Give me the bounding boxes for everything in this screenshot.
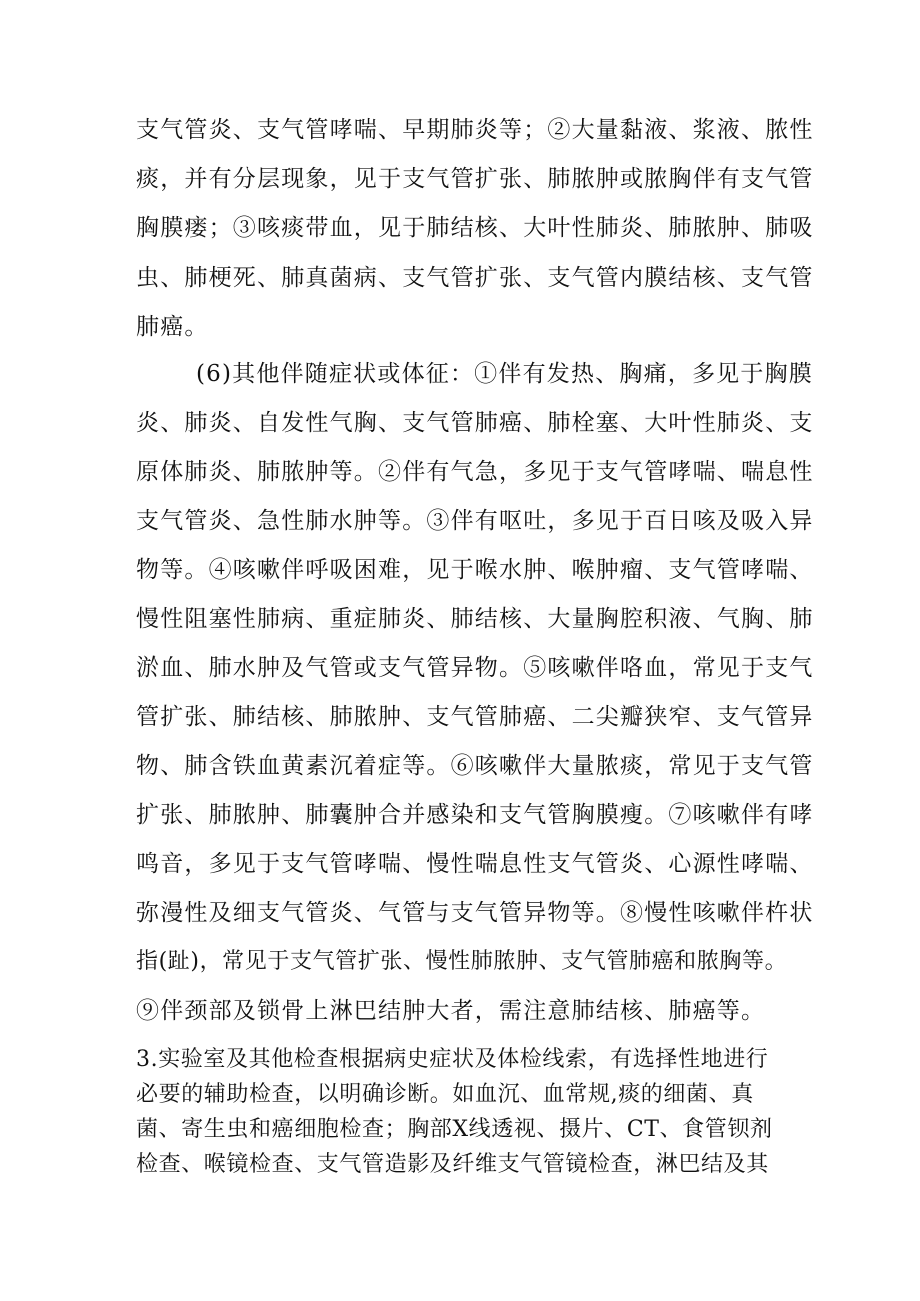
text-line: 扩张、肺脓肿、肺囊肿合并感染和支气管胸膜瘦。⑦咳嗽伴有哮 <box>136 802 814 828</box>
text-line: 鸣音，多见于支气管哮喘、慢性喘息性支气管炎、心源性哮喘、 <box>136 851 814 877</box>
text-line: 肺癌。 <box>136 314 209 340</box>
text-line: 虫、肺梗死、肺真菌病、支气管扩张、支气管内膜结核、支气管 <box>136 265 814 291</box>
text-line: 物、肺含铁血黄素沉着症等。⑥咳嗽伴大量脓痰，常见于支气管 <box>136 753 814 779</box>
text-line: 胸膜瘘；③咳痰带血，见于肺结核、大叶性肺炎、肺脓肿、肺吸 <box>136 215 814 241</box>
text-line: 支气管炎、支气管哮喘、早期肺炎等；②大量黏液、浆液、脓性 <box>136 117 814 143</box>
text-line: 原体肺炎、肺脓肿等。②伴有气急，多见于支气管哮喘、喘息性 <box>136 459 814 485</box>
text-line: ⑨伴颈部及锁骨上淋巴结肿大者，需注意肺结核、肺癌等。 <box>136 998 766 1024</box>
text-line: 指(趾)，常见于支气管扩张、慢性肺脓肿、支气管肺癌和脓胸等。 <box>136 949 788 974</box>
text-line: 痰，并有分层现象，见于支气管扩张、肺脓肿或脓胸伴有支气管 <box>136 166 814 192</box>
text-line: (6)其他伴随症状或体征：①伴有发热、胸痛，多见于胸膜 <box>196 361 813 387</box>
text-line: 弥漫性及细支气管炎、气管与支气管异物等。⑧慢性咳嗽伴杵状 <box>136 900 814 926</box>
text-line: 检查、喉镜检查、支气管造影及纤维支气管镜检查，淋巴结及其 <box>136 1152 769 1177</box>
text-line: 必要的辅助检查，以明确诊断。如血沉、血常规,痰的细菌、真 <box>136 1082 754 1107</box>
text-line: 支气管炎、急性肺水肿等。③伴有呕吐，多见于百日咳及吸入异 <box>136 508 814 534</box>
text-line: 菌、寄生虫和癌细胞检查；胸部X线透视、摄片、CT、食管钡剂 <box>136 1117 773 1142</box>
text-line: 慢性阻塞性肺病、重症肺炎、肺结核、大量胸腔积液、气胸、肺 <box>136 606 814 632</box>
text-line: 炎、肺炎、自发性气胸、支气管肺癌、肺栓塞、大叶性肺炎、支 <box>136 410 814 436</box>
text-line: 管扩张、肺结核、肺脓肿、支气管肺癌、二尖瓣狭窄、支气管异 <box>136 704 814 730</box>
text-line: 淤血、肺水肿及气管或支气管异物。⑤咳嗽伴咯血，常见于支气 <box>136 655 814 681</box>
text-line: 物等。④咳嗽伴呼吸困难，见于喉水肿、喉肿瘤、支气管哮喘、 <box>136 557 814 583</box>
text-line: 3.实验室及其他检查根据病史症状及体检线索，有选择性地进行 <box>136 1047 769 1072</box>
